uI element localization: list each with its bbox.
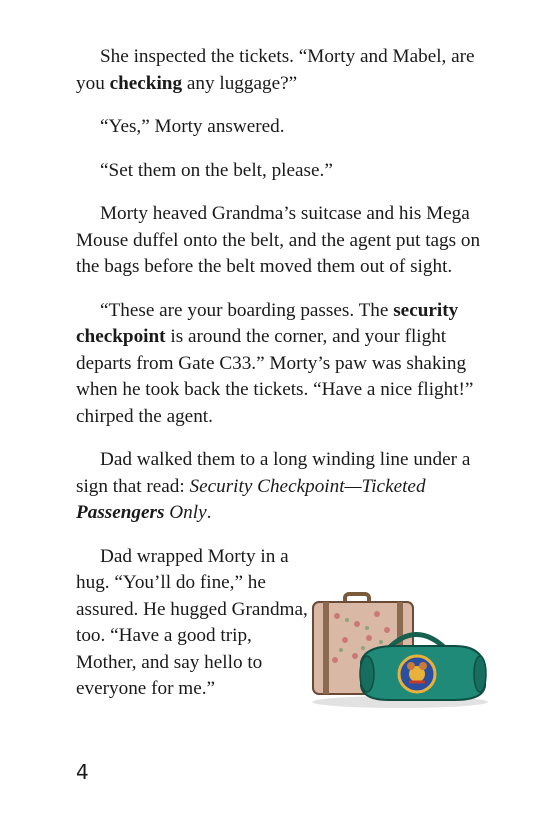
- paragraph-6: [76, 447, 496, 527]
- page-number: 4: [76, 760, 89, 784]
- sign-text: Only: [164, 502, 207, 523]
- text-span: is around the corner, and your flight departs from Gate C33.” Morty’s paw was shaking when he took back the tickets. “Have a nice flight!” chirped the agent.: [76, 326, 474, 427]
- vocabulary-word: security checkpoint: [76, 299, 459, 347]
- vocabulary-word: Passengers: [76, 502, 165, 523]
- sign-text: Security Checkpoint—Ticketed: [189, 475, 426, 497]
- paragraph-2: “Yes,” Morty answered.: [100, 116, 285, 137]
- vocabulary-word: checking: [109, 72, 183, 94]
- paragraph-1: [76, 44, 496, 97]
- paragraph-5: [76, 298, 496, 431]
- luggage-illustration: [305, 590, 495, 710]
- text-span: any luggage?”: [182, 72, 298, 94]
- luggage-icon: [305, 590, 495, 710]
- text-span: “These are your boarding passes. The: [100, 299, 394, 321]
- paragraph-4: Morty heaved Grandma’s suitcase and his Mega Mouse duffel onto the belt, and the agent put tags on the bags before the belt moved them out of sight.: [76, 203, 481, 277]
- text-span: .: [206, 502, 212, 523]
- paragraph-7: Dad wrapped Morty in a hug. “You’ll do fine,” he assured. He hugged Grandma, too. “Have a good trip, Mother, and say hello to everyone for me.”: [76, 545, 308, 699]
- paragraph-3: “Set them on the belt, please.”: [100, 159, 333, 181]
- text-span: Dad walked them to a long winding line under a sign that read:: [76, 449, 471, 497]
- text-span: She inspected the tickets. “Morty and Mabel, are you: [76, 46, 475, 94]
